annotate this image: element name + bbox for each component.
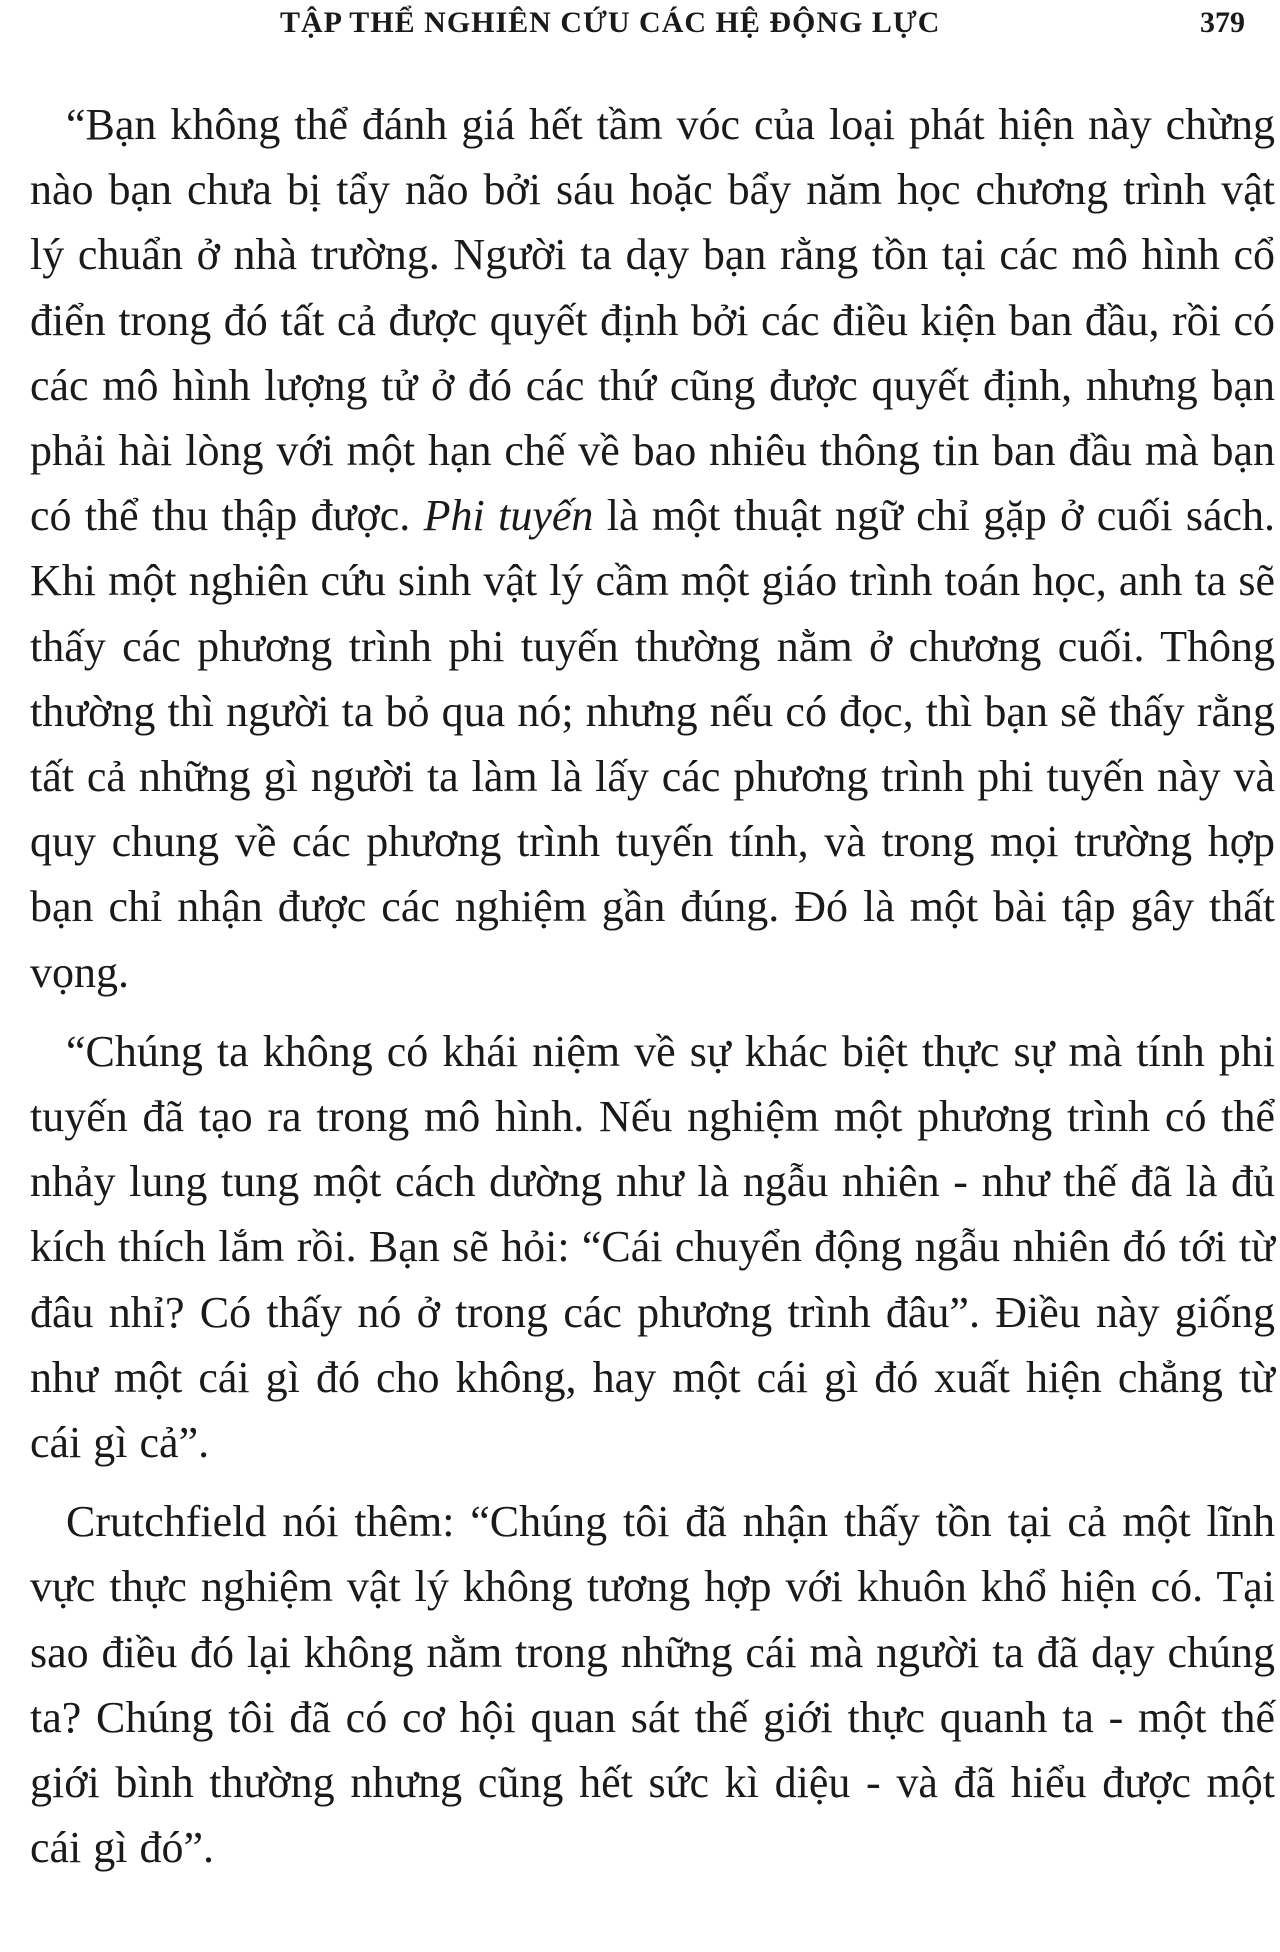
running-head (0, 6, 1280, 46)
paragraph-1-text-b: là một thuật ngữ chỉ gặp ở cuối sách. Khi một nghiên cứu sinh vật lý cầm một giáo trình toán học, anh ta sẽ thấy các phương trình phi tuyến thường nằm ở chương cuối. Thông thường thì người ta bỏ qua nó; nhưng nếu có đọc, thì bạn sẽ thấy rằng tất cả những gì người ta làm là lấy các phương trình phi tuyến này và quy chung về các phương trình tuyến tính, và trong mọi trường hợp bạn chỉ nhận được các nghiệm gần đúng. Đó là một bài tập gây thất vọng. (30, 491, 1276, 997)
paragraph-1-text-a: “Bạn không thể đánh giá hết tầm vóc của loại phát hiện này chừng nào bạn chưa bị tẩy não bởi sáu hoặc bẩy năm học chương trình vật lý chuẩn ở nhà trường. Người ta dạy bạn rằng tồn tại các mô hình cổ điển trong đó tất cả được quyết định bởi các điều kiện ban đầu, rồi có các mô hình lượng tử ở đó các thứ cũng được quyết định, nhưng bạn phải hài lòng với một hạn chế về bao nhiêu thông tin ban đầu mà bạn có thể thu thập được. (30, 100, 1275, 541)
body-text (30, 92, 1275, 1880)
paragraph-1 (30, 92, 1275, 1005)
running-title: TẬP THỂ NGHIÊN CỨU CÁC HỆ ĐỘNG LỰC (280, 6, 941, 39)
paragraph-3: Crutchfield nói thêm: “Chúng tôi đã nhận thấy tồn tại cả một lĩnh vực thực nghiệm vật lý không tương hợp với khuôn khổ hiện có. Tại sao điều đó lại không nằm trong những cái mà người ta đã dạy chúng ta? Chúng tôi đã có cơ hội quan sát thế giới thực quanh ta - một thế giới bình thường nhưng cũng hết sức kì diệu - và đã hiểu được một cái gì đó”. (30, 1497, 1275, 1873)
page-number: 379 (1200, 6, 1245, 39)
italic-term: Phi tuyến (423, 491, 594, 541)
paragraph-2: “Chúng ta không có khái niệm về sự khác biệt thực sự mà tính phi tuyến đã tạo ra trong mô hình. Nếu nghiệm một phương trình có thể nhảy lung tung một cách dường như là ngẫu nhiên - như thế đã là đủ kích thích lắm rồi. Bạn sẽ hỏi: “Cái chuyển động ngẫu nhiên đó tới từ đâu nhỉ? Có thấy nó ở trong các phương trình đâu”. Điều này giống như một cái gì đó cho không, hay một cái gì đó xuất hiện chẳng từ cái gì cả”. (30, 1026, 1275, 1468)
